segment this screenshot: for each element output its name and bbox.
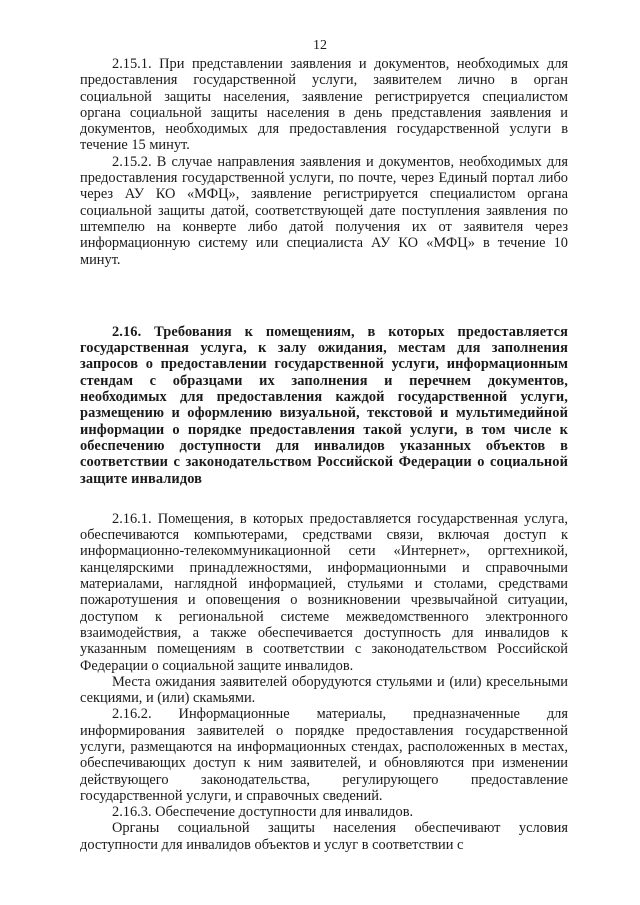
spacer xyxy=(80,268,568,324)
spacer xyxy=(80,487,568,511)
paragraph-accessibility: Органы социальной защиты населения обеспечивают условия доступности для инвалидов объектов и услуг в соответствии с xyxy=(80,820,568,853)
document-body xyxy=(80,56,568,853)
section-heading-2-16: 2.16. Требования к помещениям, в которых предоставляется государственная услуга, к залу ожидания, местам для заполнения запросов о предоставлении государственной услуги, информационным стендам с образцами их заполнения и перечнем документов, необходимых для предоставления каждой государственной услуги, размещению и оформлению визуальной, текстовой и мультимедийной информации о порядке предоставления такой услуги, в том числе к обеспечению доступности для инвалидов указанных объектов в соответствии с законодательством Российской Федерации о социальной защите инвалидов xyxy=(80,323,568,487)
paragraph-2-15-2: 2.15.2. В случае направления заявления и документов, необходимых для предоставления государственной услуги, по почте, через Единый портал либо через АУ КО «МФЦ», заявление регистрируется специалистом органа социальной защиты датой, соответствующей дате поступления заявления по штемпелю на конверте либо датой получения их от заявителя через информационную систему или специалиста АУ КО «МФЦ» в течение 10 минут. xyxy=(80,153,568,268)
paragraph-2-16-3: 2.16.3. Обеспечение доступности для инвалидов. xyxy=(112,804,414,821)
paragraph-2-16-2: 2.16.2. Информационные материалы, предназначенные для информирования заявителей о порядке предоставления государственной услуги, размещаются на информационных стендах, расположенных в местах, обеспечивающих доступ к ним заявителей, и обновляются при изменении действующего законодательства, регулирующего предоставление государственной услуги, и справочных сведений. xyxy=(80,706,568,804)
paragraph-2-16-1: 2.16.1. Помещения, в которых предоставляется государственная услуга, обеспечиваются компьютерами, средствами связи, включая доступ к информационно-телекоммуникационной сети «Интернет», оргтехникой, канцелярскими принадлежностями, информационными и справочными материалами, наглядной информацией, стульями и столами, средствами пожаротушения и оповещения о возникновении чрезвычайной ситуации, доступом к региональной системе межведомственного электронного взаимодействия, а также обеспечивается доступность для инвалидов к указанным помещениям в соответствии с законодательством Российской Федерации о социальной защите инвалидов. xyxy=(80,510,568,674)
paragraph-waiting-places: Места ожидания заявителей оборудуются стульями и (или) кресельными секциями, и (или) скамьями. xyxy=(80,673,568,707)
paragraph-2-15-1: 2.15.1. При представлении заявления и документов, необходимых для предоставления государственной услуги, заявителем лично в орган социальной защиты населения, заявление регистрируется специалистом органа социальной защиты населения в день представления заявления и документов, необходимых для предоставления государственной услуги в течение 15 минут. xyxy=(80,56,568,154)
page-number: 12 xyxy=(313,38,327,53)
